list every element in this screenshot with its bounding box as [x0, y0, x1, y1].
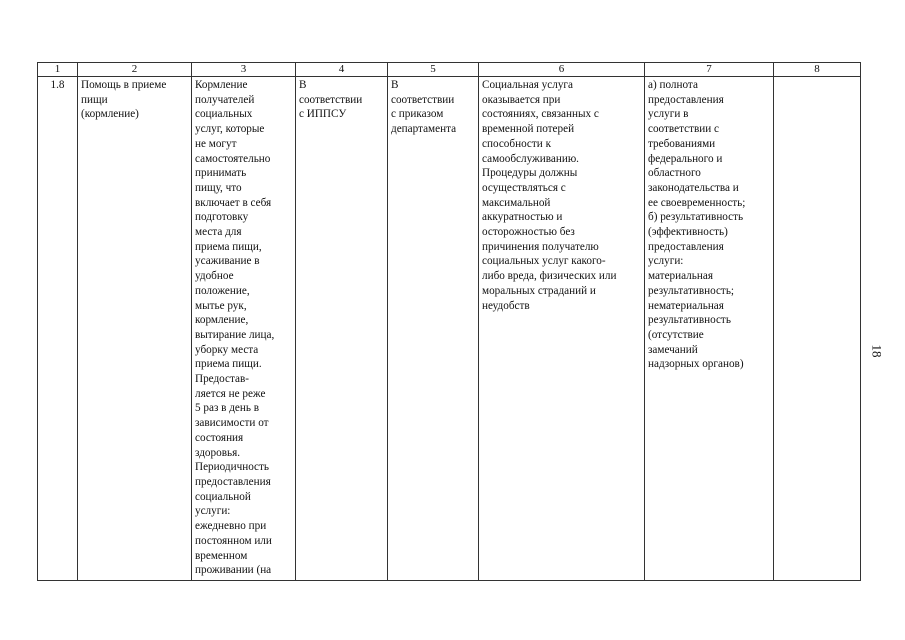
- text-line: (кормление): [81, 108, 139, 121]
- text-line: требованиями: [648, 137, 716, 150]
- volume-cell: [296, 77, 388, 581]
- text-line: с приказом: [391, 108, 444, 121]
- text-line: нематериальная: [648, 299, 724, 312]
- text-line: предоставления: [648, 93, 724, 106]
- text-line: 5 раз в день в: [195, 402, 260, 415]
- text-line: социальных услуг какого-: [482, 255, 606, 268]
- text-line: Периодичность: [195, 461, 270, 474]
- text-line: департамента: [391, 123, 457, 136]
- text-line: Кормление: [195, 79, 248, 91]
- text-line: неудобств: [482, 299, 530, 312]
- text-line: зависимости от: [195, 417, 269, 430]
- text-line: мытье рук,: [195, 299, 247, 312]
- text-line: либо вреда, физических или: [482, 270, 617, 283]
- text-line: Социальная услуга: [482, 79, 573, 91]
- text-line: вытирание лица,: [195, 328, 275, 341]
- text-line: аккуратностью и: [482, 211, 563, 224]
- column-header-2: 2: [78, 63, 192, 77]
- text-line: принимать: [195, 167, 247, 180]
- services-table: [37, 62, 861, 581]
- text-line: оказывается при: [482, 93, 561, 106]
- text-line: получателей: [195, 93, 255, 106]
- text-line: соответствии: [299, 93, 363, 106]
- text-line: включает в себя: [195, 196, 272, 209]
- text-line: самостоятельно: [195, 152, 271, 165]
- text-line: а) полнота: [648, 79, 698, 91]
- notes-cell: [774, 77, 861, 581]
- text-line: здоровья.: [195, 446, 241, 459]
- column-header-4: 4: [296, 63, 388, 77]
- text-line: постоянном или: [195, 534, 272, 547]
- text-line: приема пищи.: [195, 358, 262, 371]
- text-line: причинения получателю: [482, 240, 599, 253]
- text-line: приема пищи,: [195, 240, 262, 253]
- text-line: подготовку: [195, 211, 249, 224]
- text-line: удобное: [195, 270, 234, 283]
- text-line: (эффективность): [648, 226, 728, 239]
- text-line: моральных страданий и: [482, 284, 596, 297]
- text-line: В: [299, 79, 307, 91]
- text-line: Процедуры должны: [482, 167, 578, 180]
- text-line: способности к: [482, 137, 552, 150]
- text-line: не могут: [195, 137, 237, 150]
- text-line: 1.8: [50, 79, 65, 91]
- text-line: временной потерей: [482, 123, 575, 136]
- text-line: (отсутствие: [648, 328, 704, 341]
- text-line: Предостав-: [195, 373, 250, 386]
- cost-cell: [388, 77, 479, 581]
- text-line: замечаний: [648, 343, 698, 356]
- text-line: осторожностью без: [482, 226, 575, 239]
- text-line: законодательства и: [648, 181, 739, 194]
- text-line: усаживание в: [195, 255, 260, 268]
- text-line: предоставления: [648, 240, 724, 253]
- text-line: положение,: [195, 284, 250, 297]
- text-line: максимальной: [482, 196, 551, 209]
- text-line: состояниях, связанных с: [482, 108, 599, 121]
- text-line: услуги:: [648, 255, 684, 268]
- text-line: ежедневно при: [195, 520, 267, 533]
- text-line: результативность;: [648, 284, 735, 297]
- text-line: ее своевременность;: [648, 196, 746, 209]
- text-line: результативность: [648, 314, 731, 327]
- text-line: временном: [195, 549, 248, 562]
- text-line: самообслуживанию.: [482, 152, 579, 165]
- text-line: места для: [195, 226, 242, 239]
- service-description-cell: [192, 77, 296, 581]
- text-line: социальной: [195, 490, 251, 503]
- text-line: областного: [648, 167, 701, 180]
- text-line: Помощь в приеме: [81, 79, 167, 91]
- text-line: ляется не реже: [195, 387, 266, 400]
- item-number-cell: [38, 77, 78, 581]
- text-line: кормление,: [195, 314, 249, 327]
- text-line: соответствии: [391, 93, 455, 106]
- quality-indicators-cell: [645, 77, 774, 581]
- text-line: проживании (на: [195, 564, 272, 577]
- column-header-8: 8: [774, 63, 861, 77]
- text-line: пищу, что: [195, 181, 242, 194]
- column-header-7: 7: [645, 63, 774, 77]
- text-line: надзорных органов): [648, 358, 744, 371]
- text-line: услуг, которые: [195, 123, 265, 136]
- column-header-1: 1: [38, 63, 78, 77]
- text-line: социальных: [195, 108, 253, 121]
- text-line: состояния: [195, 431, 244, 444]
- text-line: уборку места: [195, 343, 259, 356]
- text-line: предоставления: [195, 475, 271, 488]
- text-line: с ИППСУ: [299, 108, 347, 121]
- conditions-cell: [479, 77, 645, 581]
- text-line: федерального и: [648, 152, 723, 165]
- text-line: услуги в: [648, 108, 689, 121]
- text-line: услуги:: [195, 505, 231, 518]
- table-row: [38, 77, 861, 581]
- service-name-cell: [78, 77, 192, 581]
- text-line: пищи: [81, 93, 108, 106]
- page-number: 18: [869, 344, 885, 358]
- text-line: В: [391, 79, 399, 91]
- text-line: осуществляться с: [482, 181, 566, 194]
- column-header-5: 5: [388, 63, 479, 77]
- text-line: б) результативность: [648, 211, 744, 224]
- column-header-6: 6: [479, 63, 645, 77]
- column-header-3: 3: [192, 63, 296, 77]
- text-line: соответствии с: [648, 123, 719, 136]
- header-row: [38, 63, 861, 77]
- text-line: материальная: [648, 270, 713, 283]
